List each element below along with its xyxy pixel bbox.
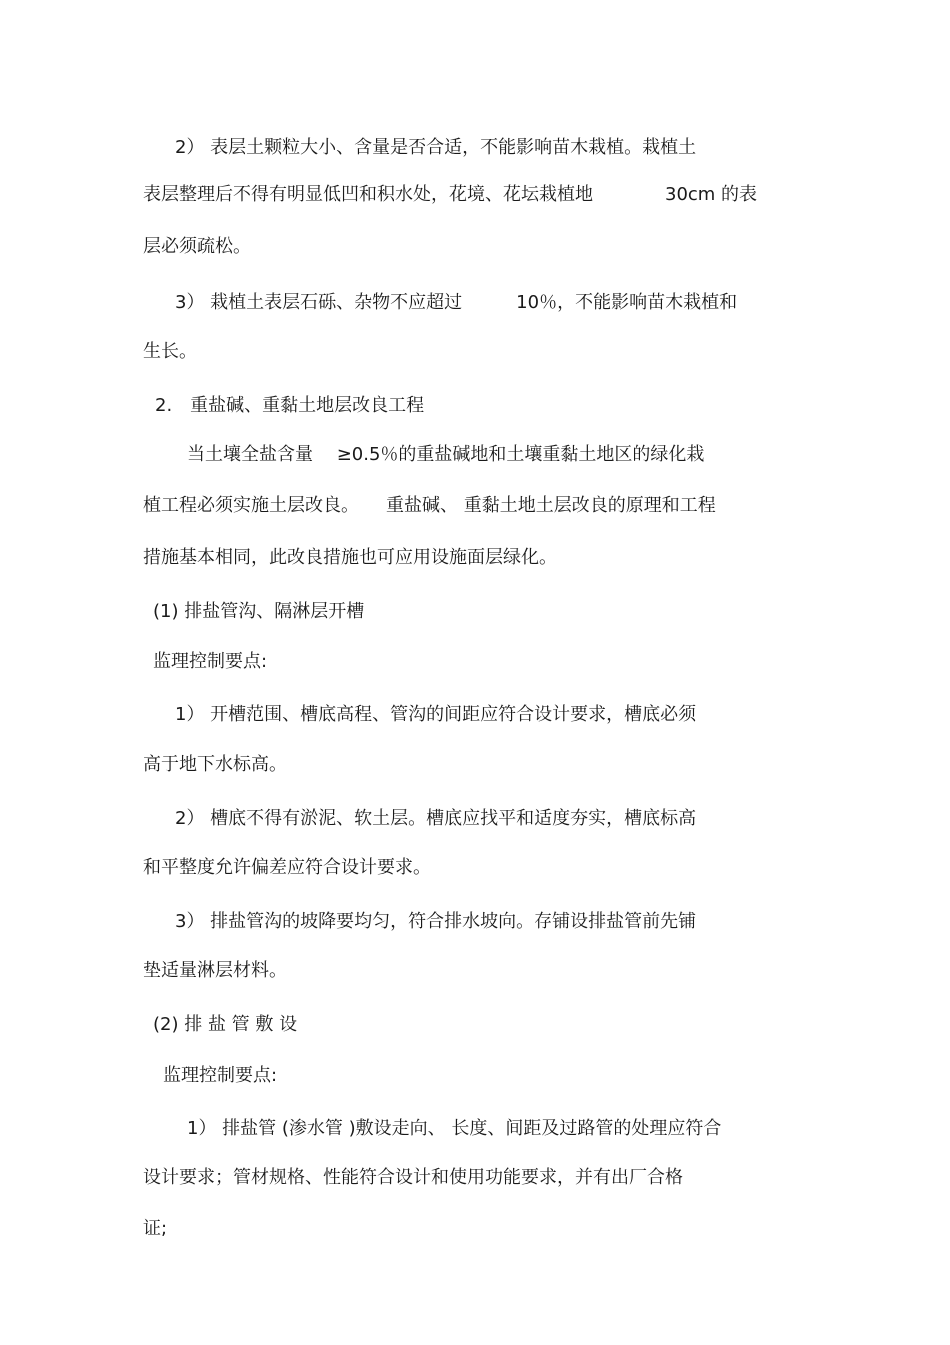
text-line: 表层整理后不得有明显低凹和积水处，花境、花坛栽植地 30cm 的表 xyxy=(143,184,758,205)
text-line: 2） 表层土颗粒大小、含量是否合适，不能影响苗木栽植。栽植土 xyxy=(175,137,697,158)
text-line: 监理控制要点: xyxy=(153,651,268,672)
text-line: 监理控制要点: xyxy=(163,1065,278,1086)
text-line: 证; xyxy=(143,1218,168,1239)
subsection-heading: (2) 排 盐 管 敷 设 xyxy=(153,1014,298,1035)
subsection-heading: (1) 排盐管沟、隔淋层开槽 xyxy=(153,601,365,622)
text-line: 3） 排盐管沟的坡降要均匀，符合排水坡向。存铺设排盐管前先铺 xyxy=(175,911,697,932)
text-line: 植工程必须实施土层改良。 重盐碱、 重黏土地土层改良的原理和工程 xyxy=(143,495,716,516)
text-line: 3） 栽植土表层石砾、杂物不应超过 10％，不能影响苗木栽植和 xyxy=(175,292,738,313)
text-line: 生长。 xyxy=(143,341,197,362)
text-line: 和平整度允许偏差应符合设计要求。 xyxy=(143,857,431,878)
text-line: 措施基本相同，此改良措施也可应用设施面层绿化。 xyxy=(143,547,557,568)
text-line: 1） 排盐管 (渗水管 )敷设走向、 长度、间距及过路管的处理应符合 xyxy=(187,1118,722,1139)
text-line: 当土壤全盐含量 ≥0.5％的重盐碱地和土壤重黏土地区的绿化栽 xyxy=(187,444,705,465)
text-line: 层必须疏松。 xyxy=(143,236,251,257)
text-line: 2） 槽底不得有淤泥、软土层。槽底应找平和适度夯实，槽底标高 xyxy=(175,808,697,829)
text-line: 设计要求；管材规格、性能符合设计和使用功能要求，并有出厂合格 xyxy=(143,1167,683,1188)
text-line: 1） 开槽范围、槽底高程、管沟的间距应符合设计要求，槽底必须 xyxy=(175,704,697,725)
text-line: 高于地下水标高。 xyxy=(143,754,287,775)
text-line: 垫适量淋层材料。 xyxy=(143,960,287,981)
section-heading: 2. 重盐碱、重黏土地层改良工程 xyxy=(155,395,425,416)
